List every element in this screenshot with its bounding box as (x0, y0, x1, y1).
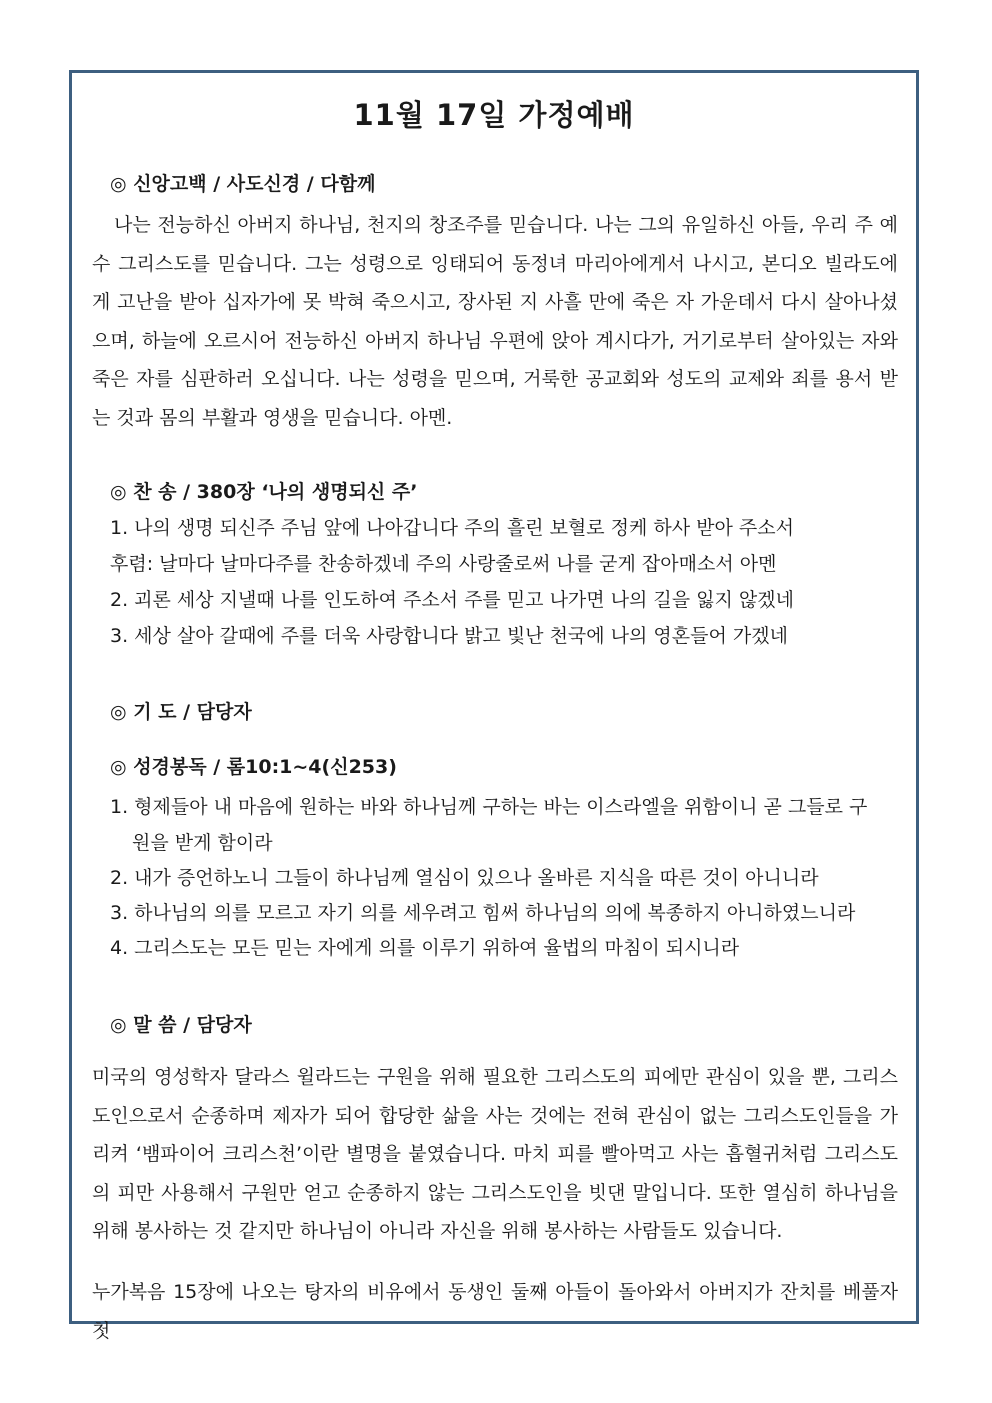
creed-text: 나는 전능하신 아버지 하나님, 천지의 창조주를 믿습니다. 나는 그의 유일하신 아들, 우리 주 예수 그리스도를 믿습니다. 그는 성령으로 잉태되어 동정녀 마리아에게서 나시고, 본디오 빌라도에게 고난을 받아 십자가에 못 박혀 죽으시고, 장사된 지 사흘 만에 죽은 자 가운데서 다시 살아나셨으며, 하늘에 오르시어 전능하신 아버지 하나님 우편에 앉아 계시다가, 거기로부터 살아있는 자와 죽은 자를 심판하러 오십니다. 나는 성령을 믿으며, 거룩한 공교회와 성도의 교제와 죄를 용서 받는 것과 몸의 부활과 영생을 믿습니다. 아멘. (92, 214, 898, 429)
hymn-heading: ◎ 찬 송 / 380장 ‘나의 생명되신 주’ (110, 481, 418, 503)
verse-item: 4. 그리스도는 모든 믿는 자에게 의를 이루기 위하여 율법의 마침이 되시니라 (110, 937, 740, 959)
reading-verses (110, 789, 870, 966)
creed-heading: ◎ 신앙고백 / 사도신경 / 다함께 (110, 173, 376, 195)
hymn-lines (110, 510, 890, 654)
verse-item: 2. 내가 증언하노니 그들이 하나님께 열심이 있으나 올바른 지식을 따른 것이 아니니라 (110, 867, 819, 889)
hymn-line: 1. 나의 생명 되신주 주님 앞에 나아갑니다 주의 흘린 보혈로 정케 하사 받아 주소서 (110, 517, 794, 539)
verse-item: 1. 형제들아 내 마음에 원하는 바와 하나님께 구하는 바는 이스라엘을 위함이니 곧 그들로 구원을 받게 함이라 (110, 796, 868, 854)
hymn-line: 2. 괴론 세상 지낼때 나를 인도하여 주소서 주를 믿고 나가면 나의 길을 잃지 않겠네 (110, 589, 794, 611)
sermon-paragraph: 누가복음 15장에 나오는 탕자의 비유에서 동생인 둘째 아들이 돌아와서 아버지가 잔치를 베풀자 첫 (92, 1281, 898, 1342)
hymn-line: 3. 세상 살아 갈때에 주를 더욱 사랑합니다 밝고 빛난 천국에 나의 영혼들어 가겠네 (110, 625, 788, 647)
hymn-line: 후렴: 날마다 날마다주를 찬송하겠네 주의 사랑줄로써 나를 굳게 잡아매소서 아멘 (110, 553, 777, 575)
sermon-heading: ◎ 말 씀 / 담당자 (110, 1014, 252, 1036)
reading-heading: ◎ 성경봉독 / 롬10:1~4(신253) (110, 756, 397, 778)
verse-item: 3. 하나님의 의를 모르고 자기 의를 세우려고 힘써 하나님의 의에 복종하지 아니하였느니라 (110, 902, 856, 924)
page-title: 11월 17일 가정예배 (353, 98, 635, 132)
page-frame (69, 70, 919, 1342)
prayer-heading: ◎ 기 도 / 담당자 (110, 701, 252, 723)
sermon-paragraph: 미국의 영성학자 달라스 윌라드는 구원을 위해 필요한 그리스도의 피에만 관심이 있을 뿐, 그리스도인으로서 순종하며 제자가 되어 합당한 삶을 사는 것에는 전혀 관심이 없는 그리스도인들을 가리켜 ‘뱀파이어 크리스천’이란 별명을 붙였습니다. 마치 피를 빨아먹고 사는 흡혈귀처럼 그리스도의 피만 사용해서 구원만 얻고 순종하지 않는 그리스도인을 빗댄 말입니다. 또한 열심히 하나님을 위해 봉사하는 것 같지만 하나님이 아니라 자신을 위해 봉사하는 사람들도 있습니다. (92, 1066, 898, 1242)
